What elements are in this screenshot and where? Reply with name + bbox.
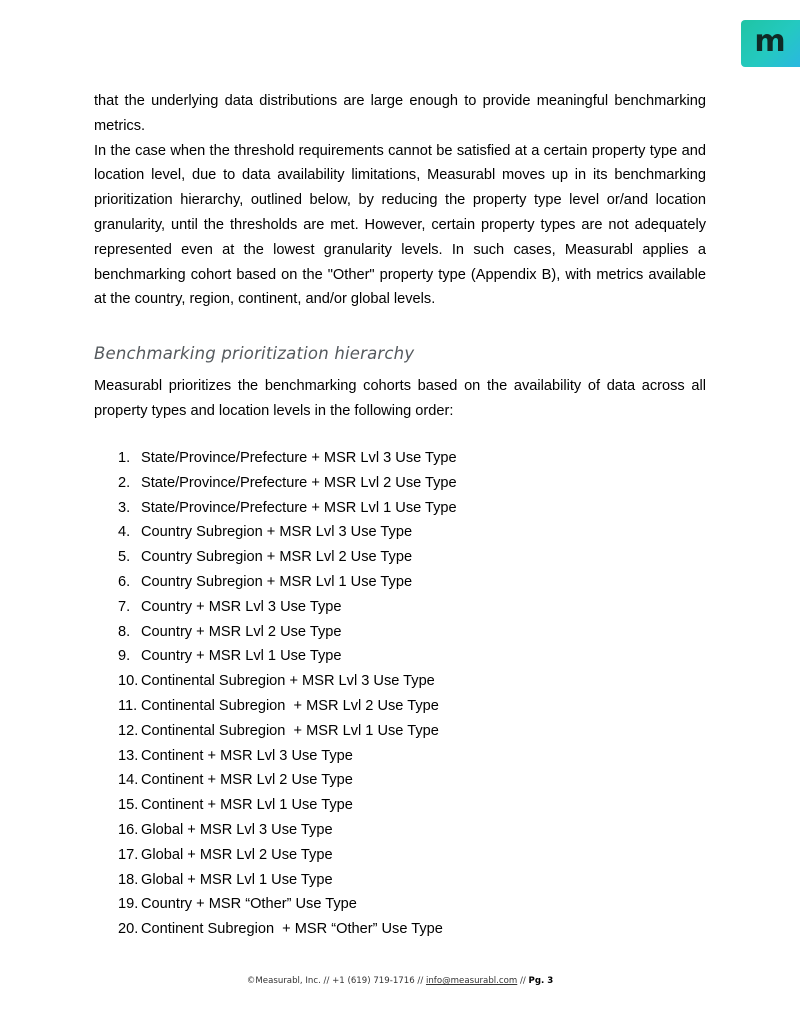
list-item-text: Continent + MSR Lvl 2 Use Type bbox=[141, 772, 353, 789]
logo-letter: m bbox=[754, 23, 785, 59]
list-item bbox=[118, 520, 638, 545]
list-item-text: Country + MSR “Other” Use Type bbox=[141, 896, 357, 913]
list-item-number: 14. bbox=[118, 772, 139, 789]
footer-separator: // bbox=[517, 976, 529, 986]
list-item bbox=[118, 917, 638, 942]
list-item bbox=[118, 793, 638, 818]
list-item bbox=[118, 595, 638, 620]
list-item bbox=[118, 892, 638, 917]
list-item-text: Continent Subregion + MSR “Other” Use Type bbox=[141, 921, 443, 938]
list-item-number: 7. bbox=[118, 598, 131, 615]
list-item-number: 2. bbox=[118, 474, 131, 491]
list-item-number: 3. bbox=[118, 499, 131, 516]
list-item-number: 18. bbox=[118, 871, 139, 888]
paragraph-threshold: In the case when the threshold requirements cannot be satisfied at a certain property type and location level, due to data availability limitations, Measurabl moves up in its benchmarking prioritization hierarchy, outlined below, by reducing the property type level or/and location granularity, until the thresholds are met. However, certain property types are not adequately represented even at the lowest granularity levels. In such cases, Measurabl applies a benchmarking cohort based on the "Other" property type (Appendix B), with metrics available at the country, region, continent, and/or global levels. bbox=[94, 142, 706, 308]
paragraph-continuation: that the underlying data distributions are large enough to provide meaningful benchmarking metrics. bbox=[94, 93, 706, 134]
list-item bbox=[118, 843, 638, 868]
list-item-number: 1. bbox=[118, 450, 131, 466]
page-footer bbox=[0, 976, 800, 986]
list-item bbox=[118, 570, 638, 595]
list-item-text: Continental Subregion + MSR Lvl 3 Use Type bbox=[141, 673, 435, 690]
paragraph-prioritization: Measurabl prioritizes the benchmarking cohorts based on the availability of data across all property types and location levels in the following order: bbox=[94, 378, 706, 419]
list-item-text: State/Province/Prefecture + MSR Lvl 2 Use Type bbox=[141, 474, 457, 491]
list-item bbox=[118, 669, 638, 694]
footer-company: ©Measurabl, Inc. bbox=[246, 976, 321, 986]
list-item bbox=[118, 496, 638, 521]
list-item bbox=[118, 694, 638, 719]
footer-email-link[interactable]: info@measurabl.com bbox=[425, 976, 518, 986]
list-item bbox=[118, 644, 638, 669]
list-item bbox=[118, 719, 638, 744]
list-item bbox=[118, 868, 638, 893]
footer-page-number: Pg. 3 bbox=[528, 976, 554, 986]
list-item bbox=[118, 446, 638, 471]
list-item-number: 19. bbox=[118, 896, 139, 913]
list-item-number: 11. bbox=[118, 697, 138, 714]
list-item bbox=[118, 768, 638, 793]
list-item-number: 20. bbox=[118, 921, 139, 938]
list-item-text: Country Subregion + MSR Lvl 1 Use Type bbox=[141, 573, 413, 590]
list-item-number: 5. bbox=[118, 549, 131, 566]
list-item-text: Continental Subregion + MSR Lvl 1 Use Type bbox=[141, 722, 439, 739]
list-item-number: 16. bbox=[118, 821, 139, 838]
list-item-number: 12. bbox=[118, 722, 139, 739]
list-item-number: 4. bbox=[118, 524, 131, 541]
list-item-number: 13. bbox=[118, 747, 139, 764]
list-item bbox=[118, 545, 638, 570]
list-item bbox=[118, 744, 638, 769]
measurabl-logo bbox=[741, 20, 800, 67]
hierarchy-list bbox=[118, 446, 638, 942]
list-item-number: 6. bbox=[118, 573, 131, 590]
section-heading: Benchmarking prioritization hierarchy bbox=[94, 344, 415, 364]
list-item-text: Country Subregion + MSR Lvl 3 Use Type bbox=[141, 524, 413, 541]
list-item-number: 15. bbox=[118, 797, 139, 814]
list-item-text: Country + MSR Lvl 2 Use Type bbox=[141, 623, 342, 640]
list-item-number: 9. bbox=[118, 648, 131, 665]
list-item-text: Country Subregion + MSR Lvl 2 Use Type bbox=[141, 549, 413, 566]
list-item-text: Continent + MSR Lvl 1 Use Type bbox=[141, 797, 353, 814]
list-item bbox=[118, 620, 638, 645]
list-item bbox=[118, 471, 638, 496]
list-item-text: Global + MSR Lvl 2 Use Type bbox=[141, 846, 333, 863]
footer-phone: +1 (619) 719-1716 bbox=[332, 976, 415, 986]
list-item-text: Country + MSR Lvl 1 Use Type bbox=[141, 648, 342, 665]
list-item-text: State/Province/Prefecture + MSR Lvl 3 Use Type bbox=[141, 450, 457, 466]
list-item-number: 8. bbox=[118, 623, 131, 640]
footer-separator: // bbox=[414, 976, 426, 986]
list-item-text: Global + MSR Lvl 3 Use Type bbox=[141, 821, 333, 838]
list-item-number: 10. bbox=[118, 673, 139, 690]
list-item-text: Continental Subregion + MSR Lvl 2 Use Type bbox=[141, 697, 439, 714]
document-body bbox=[94, 89, 706, 424]
list-item-number: 17. bbox=[118, 846, 139, 863]
list-item-text: Continent + MSR Lvl 3 Use Type bbox=[141, 747, 353, 764]
list-item-text: Global + MSR Lvl 1 Use Type bbox=[141, 871, 333, 888]
list-item-text: Country + MSR Lvl 3 Use Type bbox=[141, 598, 342, 615]
list-item bbox=[118, 818, 638, 843]
footer-separator: // bbox=[320, 976, 333, 986]
list-item-text: State/Province/Prefecture + MSR Lvl 1 Use Type bbox=[141, 499, 457, 516]
